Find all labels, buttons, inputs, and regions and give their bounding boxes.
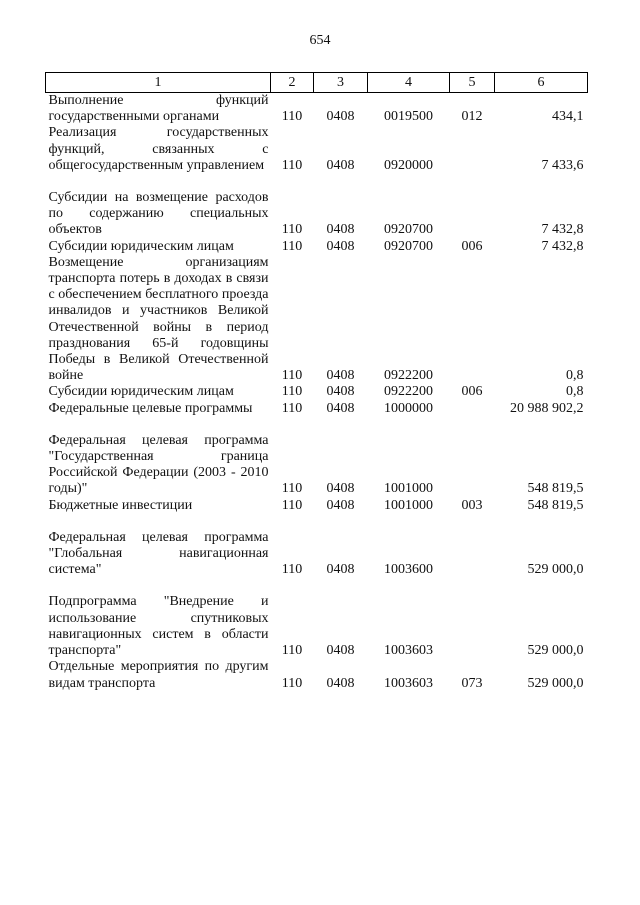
row-col-3: 0408 [326,675,355,691]
row-amount: 529 000,0 [527,643,584,659]
row-col-5 [450,174,495,239]
row-amount: 529 000,0 [527,675,584,691]
row-name: Субсидии юридическим лицам [48,384,234,400]
row-col-5: 012 [461,109,483,125]
row-col-2: 110 [281,368,303,384]
row-col-4: 0922200 [384,368,433,384]
row-name: Отдельные мероприятия по другим видам транспорта [48,659,269,691]
row-amount: 0,8 [566,368,584,384]
row-col-2: 110 [281,643,303,659]
row-name: Выполнение функций государственными органами [48,93,269,125]
row-col-4: 1001000 [384,497,433,513]
row-col-2: 110 [281,400,303,416]
row-col-4: 0920700 [384,222,433,238]
table-row [46,514,588,579]
row-name: Бюджетные инвестиции [48,497,193,513]
row-col-3: 0408 [326,562,355,578]
row-col-5 [450,578,495,659]
row-amount: 529 000,0 [527,562,584,578]
table-row [46,255,588,385]
row-col-2: 110 [281,222,303,238]
row-col-4: 1001000 [384,481,433,497]
header-col-1: 1 [46,73,271,93]
row-col-2: 110 [281,109,303,125]
row-amount: 7 433,6 [541,157,584,173]
header-row [46,73,588,93]
row-name: Федеральные целевые программы [48,400,253,416]
row-col-2: 110 [281,384,303,400]
header-col-3: 3 [314,73,368,93]
row-col-2: 110 [281,675,303,691]
row-name: Субсидии на возмещение расходов по содержанию специальных объектов [48,190,269,238]
table-row [46,498,588,514]
row-col-3: 0408 [326,400,355,416]
row-col-4: 1003600 [384,562,433,578]
header-col-6: 6 [495,73,588,93]
budget-table [45,72,588,692]
row-col-2: 110 [281,157,303,173]
row-name: Федеральная целевая программа "Глобальная навигационная система" [48,529,269,578]
row-col-4: 0920000 [384,157,433,173]
table-row [46,401,588,417]
row-amount: 434,1 [552,109,584,125]
table-row [46,125,588,174]
row-name: Возмещение организациям транспорта потерь в доходах в связи с обеспечением бесплатного проезда инвалидов и участников Великой Отечественной войны в период празднования 65-й годовщины Победы в Великой Отечественной войне [48,254,269,384]
table-row [46,174,588,239]
table-row [46,578,588,659]
table-row [46,384,588,400]
row-col-2: 110 [281,481,303,497]
row-col-3: 0408 [326,643,355,659]
row-col-5 [450,514,495,579]
row-name: Реализация государственных функций, связанных с общегосударственным управлением [48,125,269,173]
row-col-3: 0408 [326,497,355,513]
row-col-3: 0408 [326,157,355,173]
row-col-4: 1000000 [384,400,433,416]
row-col-3: 0408 [326,238,355,254]
row-col-4: 0019500 [384,109,433,125]
header-col-5: 5 [450,73,495,93]
row-amount: 0,8 [566,384,584,400]
row-col-2: 110 [281,562,303,578]
row-col-2: 110 [281,238,303,254]
row-col-5 [450,401,495,417]
row-col-3: 0408 [326,222,355,238]
row-name: Подпрограмма "Внедрение и использование спутниковых навигационных систем в области транспорта" [48,594,269,659]
page-number: 654 [309,33,331,48]
row-name: Субсидии юридическим лицам [48,238,234,254]
table-row [46,659,588,691]
row-col-5: 073 [461,675,483,691]
row-col-5: 006 [461,238,483,254]
row-col-3: 0408 [326,368,355,384]
row-col-2: 110 [281,497,303,513]
row-col-5: 003 [461,497,483,513]
table-row [46,417,588,498]
row-amount: 7 432,8 [541,238,584,254]
row-col-5 [450,255,495,385]
row-col-3: 0408 [326,109,355,125]
row-amount: 548 819,5 [527,481,584,497]
table-row [46,93,588,126]
row-col-5 [450,125,495,174]
row-col-4: 1003603 [384,675,433,691]
row-amount: 548 819,5 [527,497,584,513]
header-col-2: 2 [271,73,314,93]
table-row [46,239,588,255]
row-name: Федеральная целевая программа "Государственная граница Российской Федерации (2003 - 2010 годы)" [48,432,269,497]
row-col-3: 0408 [326,384,355,400]
row-col-4: 0922200 [384,384,433,400]
row-col-3: 0408 [326,481,355,497]
header-col-4: 4 [368,73,450,93]
row-col-4: 0920700 [384,238,433,254]
row-col-4: 1003603 [384,643,433,659]
row-col-5 [450,417,495,498]
row-amount: 20 988 902,2 [510,400,584,416]
row-col-5: 006 [461,384,483,400]
row-amount: 7 432,8 [541,222,584,238]
